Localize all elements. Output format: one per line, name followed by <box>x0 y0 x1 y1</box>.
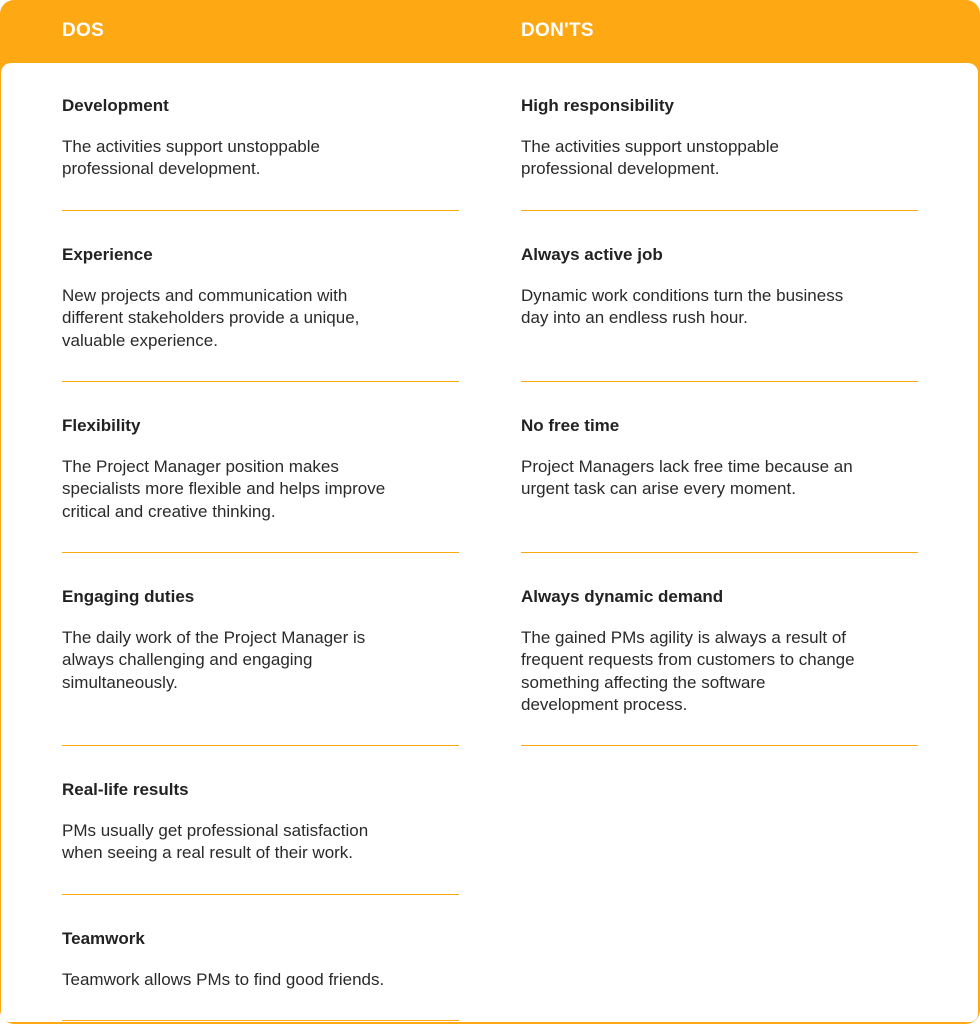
donts-item-text: Dynamic work conditions turn the business day into an endless rush hour. <box>521 286 844 328</box>
donts-item-title: No free time <box>521 416 620 435</box>
donts-column-heading: DON'TS <box>521 20 594 41</box>
dos-item-title: Experience <box>62 245 153 264</box>
dos-item-text: New projects and communication with different stakeholders provide a unique, valuable experience. <box>62 286 360 350</box>
divider <box>62 1020 459 1021</box>
dos-item-title: Flexibility <box>62 416 141 435</box>
dos-item-title: Real-life results <box>62 780 189 799</box>
dos-item-text: PMs usually get professional satisfaction when seeing a real result of their work. <box>62 821 369 863</box>
dos-item-text: The daily work of the Project Manager is always challenging and engaging simultaneously. <box>62 628 366 692</box>
donts-item-title: Always dynamic demand <box>521 587 724 606</box>
divider <box>521 552 918 553</box>
donts-item-title: High responsibility <box>521 96 675 115</box>
divider <box>521 381 918 382</box>
donts-item-title: Always active job <box>521 245 663 264</box>
divider <box>62 745 459 746</box>
donts-item-text: Project Managers lack free time because an urgent task can arise every moment. <box>521 457 853 499</box>
dos-item-text: The Project Manager position makes specialists more flexible and helps improve critical and creative thinking. <box>62 457 386 521</box>
dos-item-title: Engaging duties <box>62 587 195 606</box>
table-header <box>0 0 980 64</box>
divider <box>521 210 918 211</box>
divider <box>62 210 459 211</box>
divider <box>62 894 459 895</box>
table-body <box>1 63 978 1022</box>
divider <box>521 745 918 746</box>
dos-item-title: Teamwork <box>62 929 145 948</box>
divider <box>62 552 459 553</box>
donts-item-text: The gained PMs agility is always a result of frequent requests from customers to change something affecting the software development process. <box>521 628 855 714</box>
dos-item-title: Development <box>62 96 169 115</box>
dos-column-heading: DOS <box>62 20 105 41</box>
dos-item-text: Teamwork allows PMs to find good friends. <box>62 970 385 989</box>
dos-item-text: The activities support unstoppable professional development. <box>62 137 320 179</box>
divider <box>62 381 459 382</box>
donts-item-text: The activities support unstoppable professional development. <box>521 137 779 179</box>
